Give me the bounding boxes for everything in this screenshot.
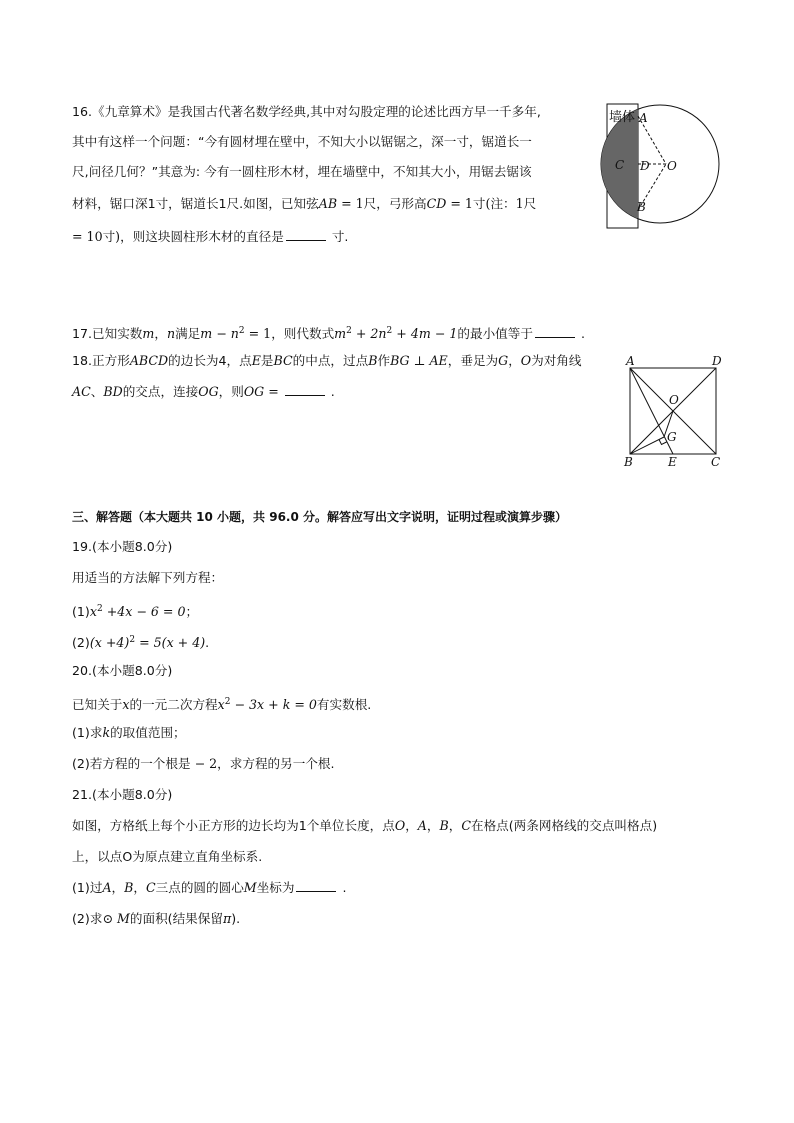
segment-bg — [630, 437, 664, 454]
q18-math: O — [520, 353, 532, 368]
q19-math: = 5(x + 4) — [135, 635, 206, 651]
q20-text: 的一元二次方程 — [129, 697, 218, 713]
q19-head: 19.(本小题8.0分) — [72, 539, 173, 554]
q18-math: G — [498, 353, 509, 368]
q21-text: (1)过 — [72, 880, 103, 895]
q19-math: +4x − 6 = 0 — [102, 604, 186, 620]
q19-text: (1) — [72, 604, 90, 620]
q20-math: k — [102, 725, 111, 740]
q20-text: 的取值范围； — [110, 725, 186, 740]
q19-part1 — [72, 600, 198, 621]
q18-math: = — [264, 384, 283, 399]
q16-math-ab: AB — [318, 196, 338, 211]
q21-text: (2)求 — [72, 911, 103, 926]
q20-text: (1)求 — [72, 725, 103, 740]
q21-math: A — [417, 818, 427, 833]
q17-math: m — [334, 326, 347, 342]
q19-text: (2) — [72, 635, 90, 651]
q20-head: 20.(本小题8.0分) — [72, 663, 173, 678]
label-g: G — [667, 430, 677, 444]
q18-text: 18.正方形 — [72, 353, 130, 368]
q21-text: ， — [111, 880, 125, 895]
q21-math: C — [146, 880, 156, 895]
q18-math: BC — [273, 353, 293, 368]
q18-text: ，则 — [218, 384, 244, 399]
label-c: C — [711, 455, 721, 469]
q18-math: BD — [103, 384, 123, 399]
q19-intro: 用适当的方法解下列方程： — [72, 570, 224, 585]
label-c: C — [615, 158, 625, 172]
q18-text: ， — [508, 353, 521, 368]
q21-line1 — [72, 817, 657, 835]
answer-blank[interactable] — [285, 383, 325, 396]
q21-math: B — [439, 818, 449, 833]
q18-math: E — [251, 353, 261, 368]
q21-text: ). — [231, 911, 241, 926]
q20-part2 — [72, 755, 335, 773]
q20-text: 已知关于 — [72, 697, 123, 713]
q18-text: 作 — [377, 353, 391, 368]
q21-text: ， — [133, 880, 146, 895]
label-b: B — [624, 455, 633, 469]
q19-math: (x +4) — [89, 635, 130, 651]
q20-math: − 3x + k = 0 — [230, 697, 317, 713]
q21-math: M — [243, 880, 257, 895]
q18-math: BG ⊥ AE — [390, 353, 448, 368]
q21-line2: 上，以点O为原点建立直角坐标系. — [72, 849, 263, 864]
q17-sup: 2 — [386, 326, 393, 336]
q17-text: 17.已知实数 — [72, 326, 143, 342]
q21-text: . — [338, 880, 347, 895]
q21-math: C — [461, 818, 471, 833]
q18-text: 、 — [90, 384, 104, 399]
q21-text: ， — [426, 818, 440, 833]
q18-text: 的中点，过点 — [292, 353, 369, 368]
q20-text: 有实数根. — [316, 697, 372, 713]
q18-line1 — [72, 352, 581, 370]
q16-math-cd: CD — [426, 196, 447, 211]
q18-text: 的边长为4，点 — [168, 353, 252, 368]
q18-math: ABCD — [129, 353, 169, 368]
q16-text: = 1寸(注：1尺 — [446, 196, 537, 211]
q20-sup: 2 — [224, 697, 231, 707]
q19-text: ； — [185, 604, 199, 620]
label-o: O — [667, 159, 677, 173]
q17-math: n — [166, 326, 176, 342]
q18-text: 为对角线 — [531, 353, 582, 368]
q18-text: ，垂足为 — [447, 353, 499, 368]
q18-line2 — [72, 383, 335, 401]
q18-figure — [620, 352, 730, 474]
q21-part1 — [72, 879, 347, 897]
q18-text: . — [326, 384, 335, 399]
section-heading: 三、解答题（本大题共 10 小题，共 96.0 分。解答应写出文字说明，证明过程或演算步骤） — [72, 510, 568, 524]
q16-figure — [600, 98, 730, 238]
q17-math: = 1 — [244, 326, 272, 342]
q21-part2 — [72, 910, 240, 928]
q21-text: ， — [448, 818, 462, 833]
q16-text: = 10寸)，则这块圆柱形木材的直径是 — [72, 229, 284, 244]
label-b: B — [637, 200, 646, 214]
label-d: D — [712, 354, 722, 368]
q21-math: π — [222, 911, 232, 926]
q21-text: ， — [405, 818, 418, 833]
q16-line2: 其中有这样一个问题：“今有圆材埋在壁中，不知大小以锯锯之，深一寸，锯道长一 — [72, 134, 532, 149]
q17-math: m — [142, 326, 155, 342]
q16-text: = 1尺，弓形高 — [337, 196, 427, 211]
q21-math: A — [102, 880, 112, 895]
q17-text: ，则代数式 — [271, 326, 335, 342]
q16-text: 材料，锯口深1寸，锯道长1尺.如图，已知弦 — [72, 196, 319, 211]
answer-blank[interactable] — [535, 325, 575, 338]
q19-sup: 2 — [129, 635, 136, 645]
q18-text: 是 — [260, 353, 274, 368]
label-a: A — [626, 354, 635, 368]
q21-text: 坐标为 — [256, 880, 295, 895]
q19-part2 — [72, 631, 209, 652]
q18-math: OG — [243, 384, 265, 399]
q20-text: ，求方程的另一个根. — [217, 756, 335, 771]
q17-text: ， — [154, 326, 167, 342]
q21-text: 在格点(两条网格线的交点叫格点) — [470, 818, 658, 833]
q17-line — [72, 322, 585, 343]
q17-sup: 2 — [238, 326, 245, 336]
q17-text: . — [576, 326, 585, 342]
answer-blank[interactable] — [286, 228, 326, 241]
q21-text: 三点的圆的圆心 — [155, 880, 244, 895]
label-d: D — [640, 159, 650, 173]
q21-math: ⊙ M — [102, 911, 130, 926]
q18-text: 的交点，连接 — [122, 384, 199, 399]
q17-math: + 2n — [351, 326, 387, 342]
q18-math: B — [368, 353, 378, 368]
q17-math: m − n — [200, 326, 239, 342]
q16-line3: 尺,问径几何？”其意为: 今有一圆柱形木材，埋在墙壁中，不知其大小，用锯去锯该 — [72, 164, 532, 179]
right-angle-mark — [659, 440, 667, 445]
q19-text: . — [205, 635, 210, 651]
q21-text: 如图，方格纸上每个小正方形的边长均为1个单位长度，点 — [72, 818, 395, 833]
q17-text: 满足 — [175, 326, 201, 342]
q21-math: B — [124, 880, 134, 895]
q20-math: − 2 — [190, 756, 218, 771]
label-wall: 墙体 — [609, 110, 636, 125]
q20-intro — [72, 693, 371, 714]
q16-text: 寸. — [327, 229, 349, 244]
q21-head: 21.(本小题8.0分) — [72, 787, 173, 802]
label-o: O — [669, 393, 679, 407]
q17-sup: 2 — [346, 326, 352, 336]
q18-math: OG — [198, 384, 219, 399]
q16-line5 — [72, 228, 348, 246]
label-e: E — [668, 455, 677, 469]
q19-sup: 2 — [96, 604, 103, 614]
label-a: A — [639, 111, 648, 125]
q21-text: 的面积(结果保留 — [129, 911, 223, 926]
q20-math: x — [217, 697, 225, 713]
q20-part1 — [72, 724, 186, 742]
q20-math: x — [122, 697, 130, 713]
q21-math: O — [394, 818, 406, 833]
q16-line1: 16.《九章算术》是我国古代著名数学经典,其中对勾股定理的论述比西方早一千多年, — [72, 104, 541, 119]
q19-math: x — [89, 604, 97, 620]
q20-text: (2)若方程的一个根是 — [72, 756, 191, 771]
q17-text: 的最小值等于 — [457, 326, 533, 342]
q16-line4 — [72, 195, 536, 213]
answer-blank[interactable] — [296, 879, 336, 892]
q18-math: AC — [72, 384, 91, 399]
q17-math: + 4m − 1 — [392, 326, 458, 342]
